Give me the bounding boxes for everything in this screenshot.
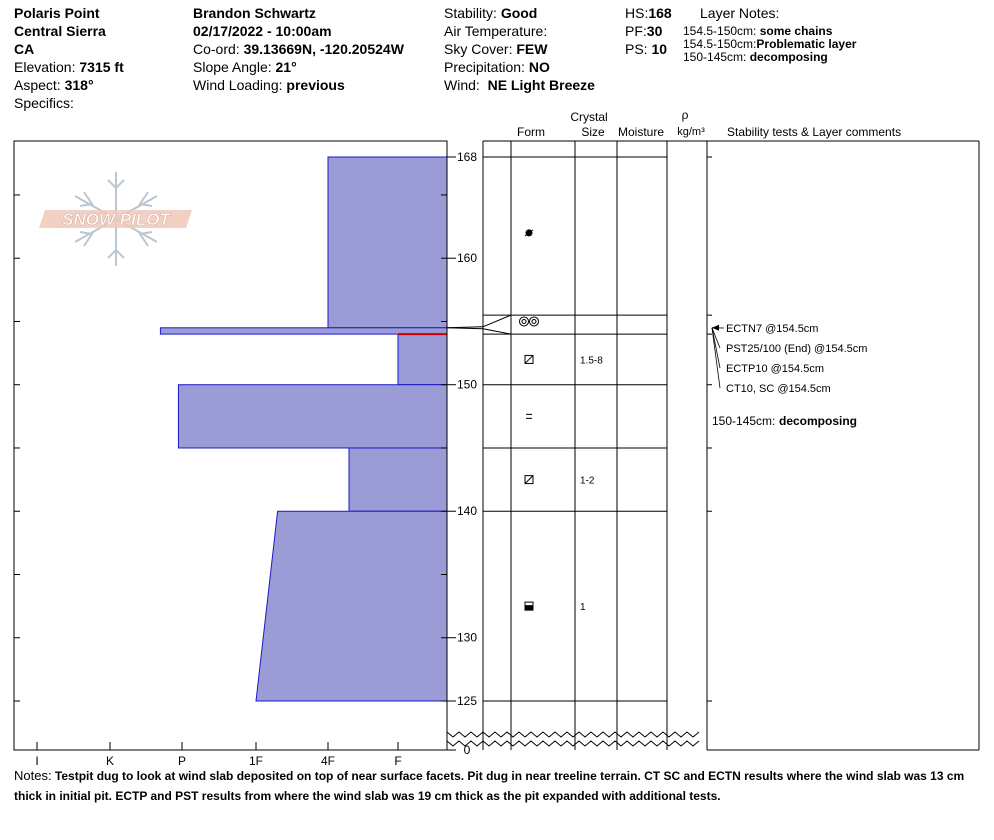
sky-value: FEW: [516, 41, 548, 57]
stability-test-label: CT10, SC @154.5cm: [726, 383, 831, 395]
layer-note-text: decomposing: [749, 50, 828, 64]
stability-test-label: ECTP10 @154.5cm: [726, 363, 824, 375]
hs-value: 168: [648, 5, 672, 21]
depth-tick-label: 150: [456, 377, 478, 392]
notes-text: Testpit dug to look at wind slab deposited on top of near surface facets. Pit dug in near treeline terrain. CT SC and ECTN results where the wind slab was 13 cm thick in initial pit. ECTP and PST results from where the wind slab was 19 cm thick as the pit expanded with additional tests.: [14, 769, 965, 803]
hardness-bar: [178, 385, 447, 448]
pf-value: 30: [646, 23, 663, 39]
hardness-bar: [328, 157, 447, 328]
stability-value: Good: [500, 5, 538, 21]
layer-notes-title: Layer Notes:: [700, 5, 780, 21]
rounded-facet-icon: [525, 602, 533, 610]
depth-tick-label: 160: [456, 251, 478, 266]
facet-diag: [525, 355, 533, 363]
left-axis-ticks: [14, 195, 20, 701]
stability-test-label: ECTN7 @154.5cm: [726, 323, 819, 335]
specifics-label: Specifics:: [14, 95, 74, 111]
aspect-label: Aspect:: [14, 77, 61, 93]
layer-note-text: some chains: [759, 24, 833, 38]
layer-boundaries: [447, 157, 712, 701]
crystal-forms: [520, 229, 604, 613]
layer-comment-range: 150-145cm:: [712, 414, 776, 428]
hardness-axis: [35, 742, 401, 766]
surface-hoar-icon: [520, 317, 539, 326]
facet-icon: [525, 476, 533, 484]
crystal-table: [483, 141, 979, 750]
depth-tick-label: 168: [456, 150, 478, 164]
slope-value: 21°: [275, 59, 297, 75]
elevation-value: 7315 ft: [79, 59, 124, 75]
hardness-tick-label: 4F: [320, 754, 336, 766]
air-temp-label: Air Temperature:: [444, 23, 548, 39]
hs-label: HS:: [625, 5, 649, 21]
hardness-tick-label: I: [35, 754, 39, 766]
logo-text: SNOW PILOT: [62, 210, 170, 229]
col-crystal: Crystal: [570, 110, 608, 124]
pf-label: PF:: [625, 23, 647, 39]
hoar-ring: [520, 317, 529, 326]
rf-fill: [525, 605, 533, 610]
slope-label: Slope Angle:: [193, 59, 272, 75]
site-range: Central Sierra: [14, 23, 106, 39]
hardness-bar: [256, 511, 447, 701]
sky-label: Sky Cover:: [444, 41, 513, 57]
crystal-size-label: 1-2: [580, 475, 595, 487]
hoar-ring: [532, 319, 536, 323]
facet-diag: [525, 476, 533, 484]
axis-break: [447, 732, 699, 746]
layer-note-range: 154.5-150cm:: [683, 37, 757, 51]
ps-value: 10: [651, 41, 668, 57]
observer-name: Brandon Schwartz: [193, 5, 316, 21]
hardness-tick-label: 1F: [248, 754, 264, 766]
hardness-bar: [398, 334, 447, 385]
col-density: kg/m³: [677, 126, 705, 138]
col-moisture: Moisture: [617, 125, 665, 139]
col-size: Size: [581, 125, 605, 139]
observation-datetime: 02/17/2022 - 10:00am: [193, 23, 332, 39]
layer-note-range: 150-145cm:: [683, 50, 747, 64]
hardness-bars: [160, 157, 447, 701]
stability-label: Stability:: [444, 5, 497, 21]
wind-loading-label: Wind Loading:: [193, 77, 283, 93]
depth-tick-label: 140: [456, 504, 478, 519]
stability-tests: [712, 323, 867, 395]
col-stability: Stability tests & Layer comments: [727, 125, 902, 139]
layer-connector: [447, 328, 483, 329]
crystal-size-label: 1.5-8: [580, 355, 603, 367]
layer-connector: [483, 315, 511, 327]
site-state: CA: [14, 41, 35, 57]
col-rho: ρ: [681, 108, 689, 122]
precip-value: NO: [528, 59, 550, 75]
notes: [14, 766, 989, 806]
hardness-tick-label: K: [105, 754, 115, 766]
crystal-size-label: 1: [580, 602, 586, 614]
hardness-tick-label: F: [394, 754, 402, 766]
stability-test-label: PST25/100 (End) @154.5cm: [726, 343, 868, 355]
wind-label: Wind:: [444, 77, 480, 93]
ps-label: PS:: [625, 41, 648, 57]
precip-icon: [525, 229, 533, 236]
layer-comment-text: decomposing: [779, 414, 858, 428]
precip-label: Precipitation:: [444, 59, 525, 75]
col-form: Form: [517, 125, 545, 139]
snowpilot-logo: [39, 172, 192, 266]
rounded-icon: [526, 414, 532, 418]
aspect-value: 318°: [64, 77, 94, 93]
layer-note-range: 154.5-150cm:: [683, 24, 757, 38]
facet-icon: [525, 355, 533, 363]
site-name: Polaris Point: [14, 5, 100, 21]
wind-value: NE Light Breeze: [487, 77, 595, 93]
elevation-label: Elevation:: [14, 59, 76, 75]
layer-connector: [483, 329, 511, 334]
hardness-tick-label: P: [177, 754, 187, 766]
notes-label: Notes:: [14, 768, 52, 783]
coord-value: 39.13669N, -120.20524W: [243, 41, 404, 57]
coord-label: Co-ord:: [193, 41, 240, 57]
layer-note-text: Problematic layer: [756, 37, 857, 51]
hardness-bar: [349, 448, 447, 511]
hoar-ring: [522, 319, 526, 323]
depth-tick-label: 130: [456, 630, 478, 645]
depth-tick-label: 0: [463, 743, 471, 757]
hoar-ring: [530, 317, 539, 326]
wind-loading-value: previous: [286, 77, 345, 93]
depth-tick-label: 125: [456, 694, 478, 708]
